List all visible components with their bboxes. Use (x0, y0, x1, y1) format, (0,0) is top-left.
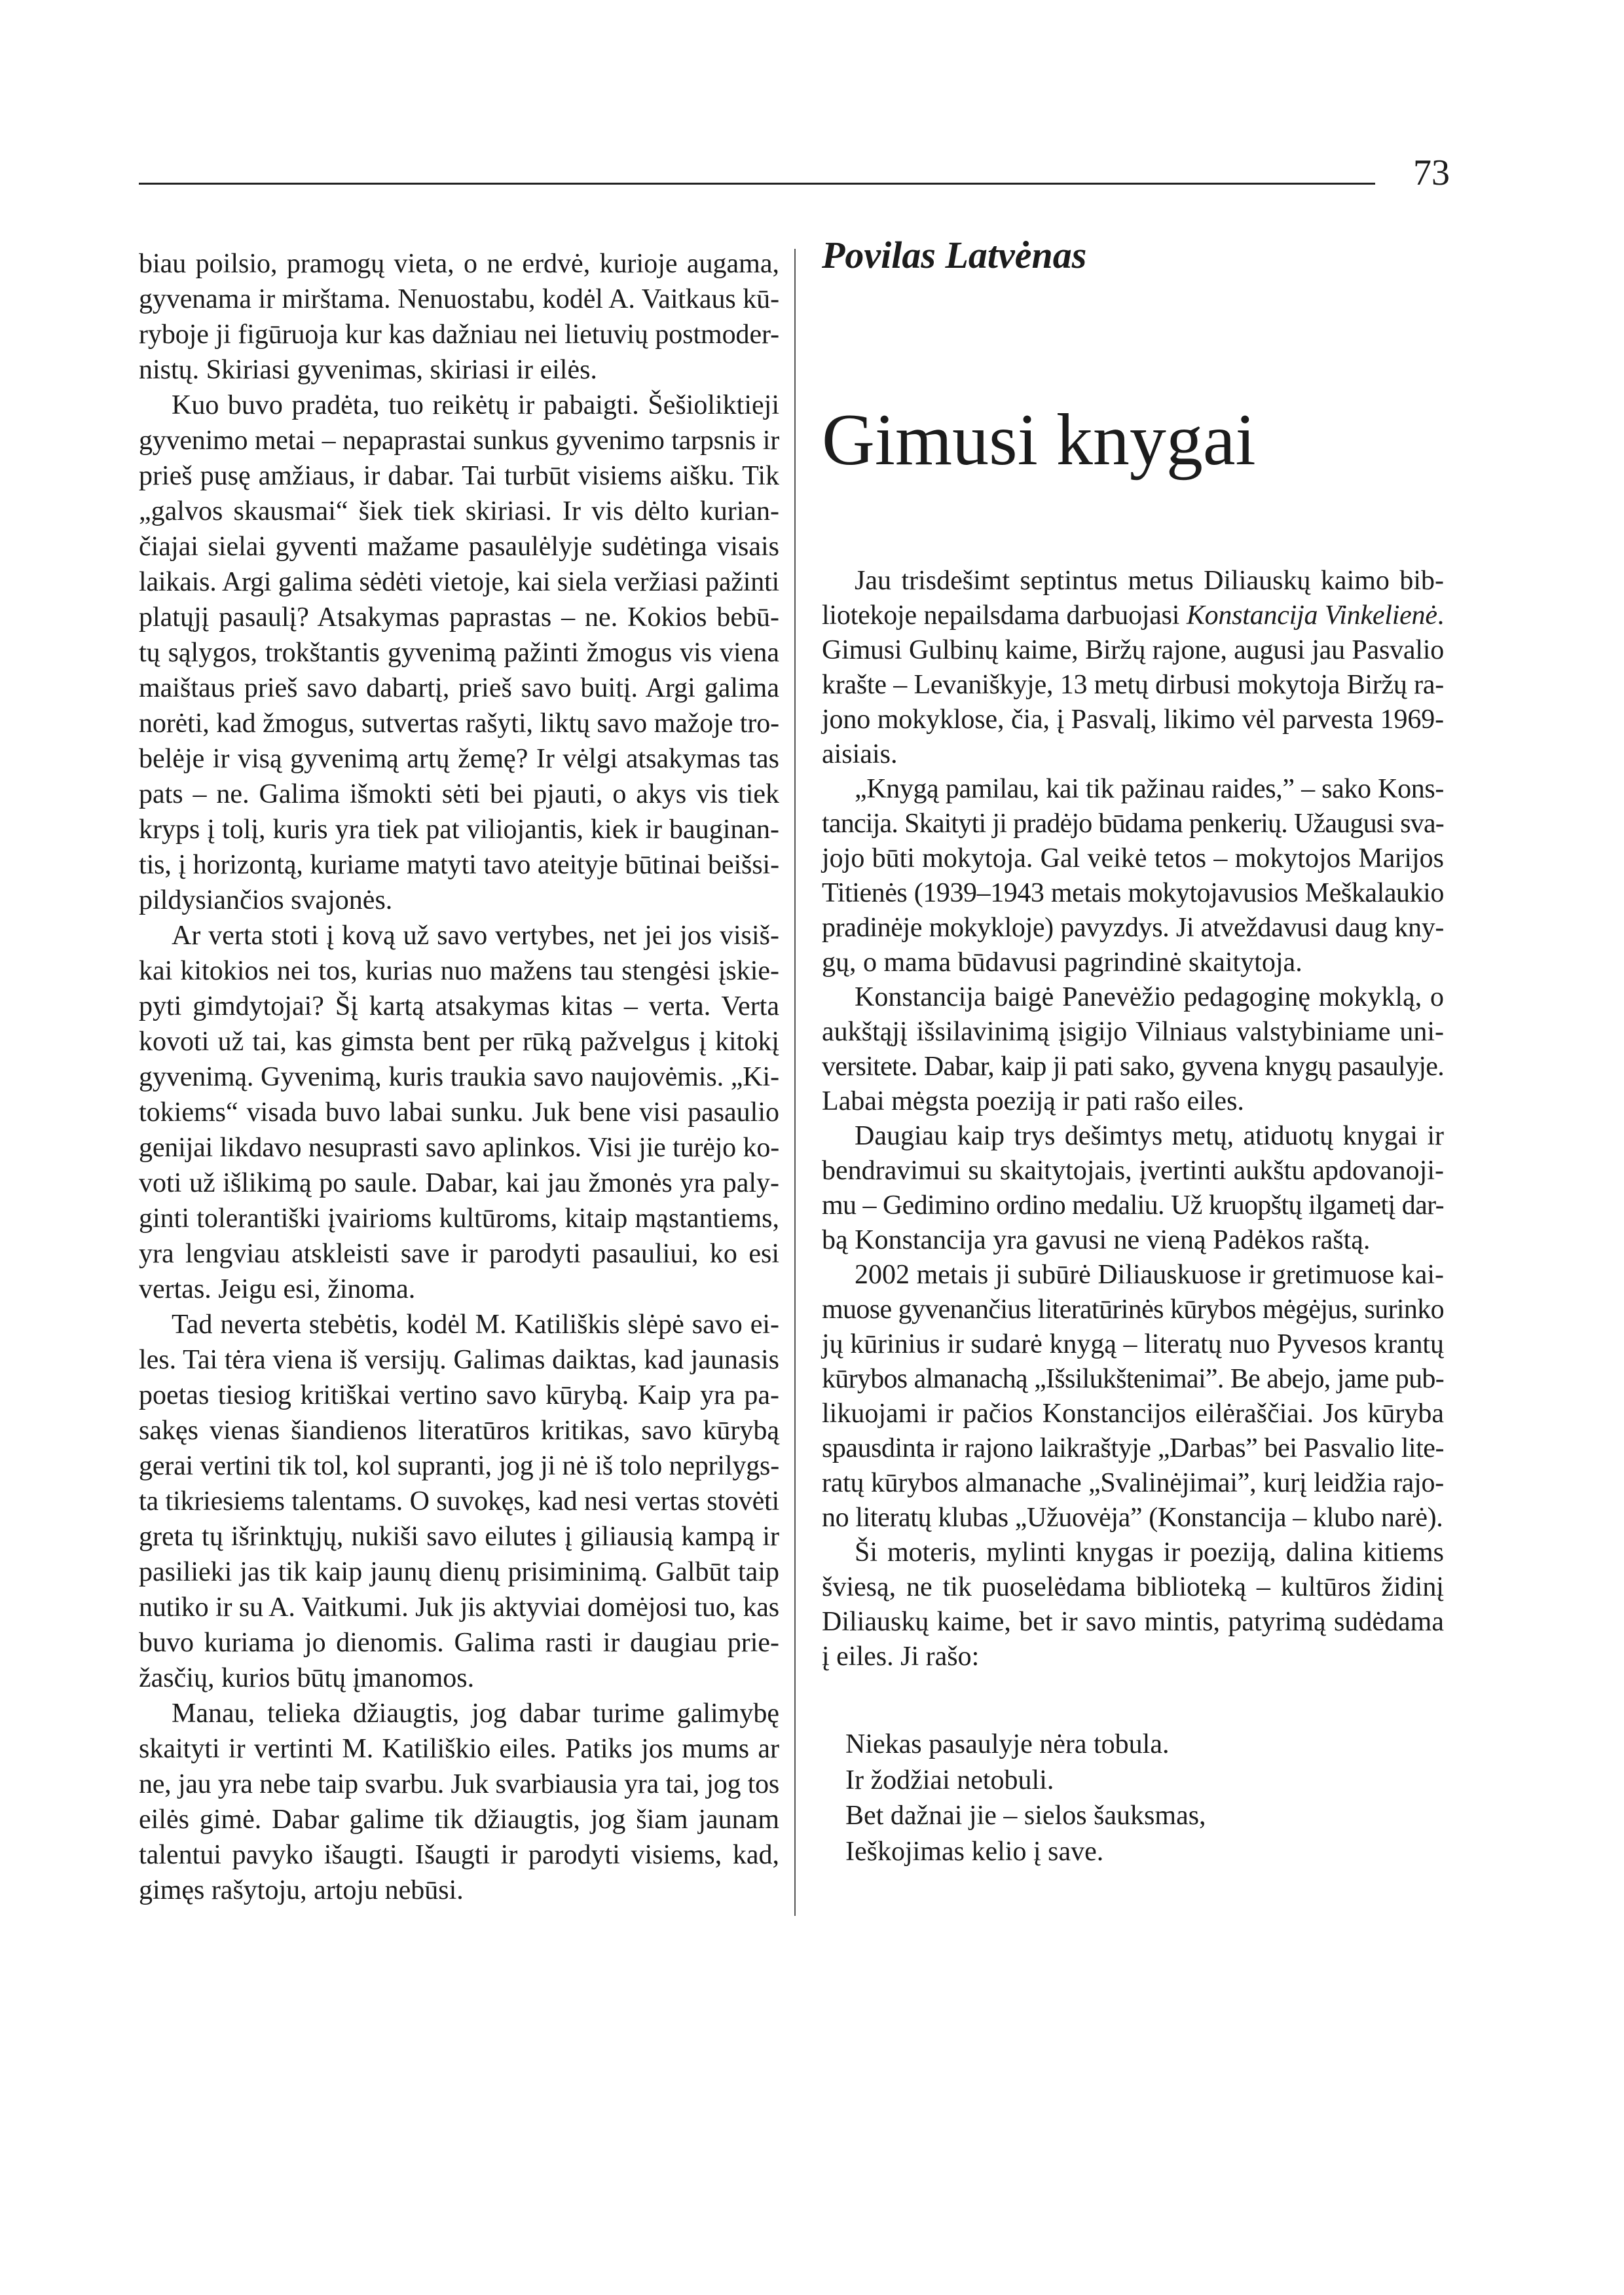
text-line: kai kitokios nei tos, kurias nuo mažens tau stengėsi įskie- (139, 956, 779, 986)
text-line: ratų kūrybos almanache „Svalinėjimai”, kurį leidžia rajo- (822, 1468, 1444, 1498)
paragraph (822, 1258, 1444, 1535)
text-line: Labai mėgsta poeziją ir pati rašo eiles. (822, 1086, 1244, 1116)
text-line: Tad neverta stebėtis, kodėl M. Katiliškis slėpė savo ei- (172, 1310, 779, 1340)
poem-line: Ir žodžiai netobuli. (845, 1765, 1054, 1795)
text-line (822, 598, 1444, 633)
text-line: Ši moteris, mylinti knygas ir poeziją, dalina kitiems (855, 1537, 1444, 1568)
text-line: Manau, telieka džiaugtis, jog dabar turime galimybę (172, 1698, 779, 1729)
text-line: biau poilsio, pramogų vieta, o ne erdvė, kurioje augama, (139, 249, 779, 279)
text-line: kūrybos almanachą „Išsilukštenimai”. Be abejo, jame pub- (822, 1364, 1444, 1394)
article-title: Gimusi knygai (822, 399, 1256, 481)
text-line: laikais. Argi galima sėdėti vietoje, kai siela veržiasi pažinti (139, 567, 779, 597)
text-line: platųjį pasaulį? Atsakymas paprastas – ne. Kokios bebū- (139, 602, 779, 633)
text-line: mu – Gedimino ordino medaliu. Už kruopštų ilgametį dar- (822, 1190, 1444, 1221)
text-segment: . (1437, 600, 1445, 631)
text-line: eilės gimė. Dabar galime tik džiaugtis, jog šiam jaunam (139, 1805, 779, 1835)
text-line: vertas. Jeigu esi, žinoma. (139, 1274, 416, 1304)
text-line: bą Konstancija yra gavusi ne vieną Padėkos raštą. (822, 1225, 1371, 1255)
italic-name: Konstancija Vinkelienė (1186, 600, 1437, 631)
text-line: voti už išlikimą po saule. Dabar, kai jau žmonės yra paly- (139, 1168, 779, 1198)
text-line: tų sąlygos, trokštantis gyvenimą pažinti žmogus vis viena (139, 638, 779, 668)
paragraph (822, 564, 1444, 772)
text-line: prieš pusę amžiaus, ir dabar. Tai turbūt visiems aišku. Tik (139, 461, 779, 491)
text-line: Konstancija baigė Panevėžio pedagoginę mokyklą, o (855, 982, 1444, 1012)
text-segment: liotekoje nepailsdama darbuojasi (822, 600, 1187, 631)
page-number: 73 (1413, 153, 1450, 193)
text-line: aisiais. (822, 739, 898, 769)
poem-line: Niekas pasaulyje nėra tobula. (845, 1729, 1170, 1759)
text-line: ginti tolerantiški įvairioms kultūroms, kitaip mąstantiems, (139, 1203, 779, 1234)
paragraph (822, 1535, 1444, 1674)
text-line: jojo būti mokytoja. Gal veikė tetos – mokytojos Marijos (822, 843, 1444, 873)
poem-line: Bet dažnai jie – sielos šauksmas, (845, 1801, 1206, 1831)
text-line: gimęs rašytoju, artoju nebūsi. (139, 1875, 464, 1905)
text-line: pasilieki jas tik kaip jaunų dienų prisiminimą. Galbūt taip (139, 1557, 779, 1587)
text-line: tancija. Skaityti ji pradėjo būdama penkerių. Užaugusi sva- (822, 809, 1444, 839)
text-line: gyvenama ir mirštama. Nenuostabu, kodėl A. Vaitkaus kū- (139, 284, 779, 314)
text-line: Ar verta stoti į kovą už savo vertybes, net jei jos visiš- (172, 921, 779, 951)
text-line: poetas tiesiog kritiškai vertino savo kūrybą. Kaip yra pa- (139, 1380, 779, 1410)
text-line: čiajai sielai gyventi mažame pasaulėlyje sudėtinga visais (139, 532, 779, 562)
text-line: nutiko ir su A. Vaitkumi. Juk jis aktyviai domėjosi tuo, kas (139, 1592, 779, 1623)
text-line: tis, į horizontą, kuriame matyti tavo ateityje būtinai beišsi- (139, 850, 779, 880)
text-line: ne, jau yra nebe taip svarbu. Juk svarbiausia yra tai, jog tos (139, 1769, 779, 1799)
paragraph (139, 1696, 779, 1908)
text-line: „Knygą pamilau, kai tik pažinau raides,” – sako Kons- (855, 774, 1444, 804)
text-line: Kuo buvo pradėta, tuo reikėtų ir pabaigti. Šešioliktieji (172, 390, 779, 420)
text-line: pradinėje mokykloje) pavyzdys. Ji atveždavusi daug kny- (822, 913, 1444, 943)
text-line: pyti gimdytojai? Šį kartą atsakymas kitas – verta. Verta (139, 991, 779, 1021)
text-line: „galvos skausmai“ šiek tiek skiriasi. Ir vis dėlto kurian- (139, 496, 779, 526)
text-line: likuojami ir pačios Konstancijos eilėraščiai. Jos kūryba (822, 1399, 1444, 1429)
text-line: maištaus prieš savo dabartį, prieš savo buitį. Argi galima (139, 673, 779, 703)
text-line: Titienės (1939–1943 metais mokytojavusios Meškalaukio (822, 878, 1444, 908)
text-line: aukštąjį išsilavinimą įsigijo Vilniaus valstybiniame uni- (822, 1017, 1444, 1047)
text-line: spausdinta ir rajono laikraštyje „Darbas” bei Pasvalio lite- (822, 1433, 1444, 1463)
text-line: kryps į tolį, kuris yra tiek pat viliojantis, kiek ir bauginan- (139, 815, 779, 845)
text-line: kovoti už tai, kas gimsta bent per rūką pažvelgus į kitokį (139, 1027, 779, 1057)
paragraph (822, 1119, 1444, 1258)
article-body (822, 564, 1444, 1674)
text-line: muose gyvenančius literatūrinės kūrybos mėgėjus, surinko (822, 1294, 1444, 1325)
text-line: Daugiau kaip trys dešimtys metų, atiduotų knygai ir (855, 1121, 1444, 1151)
text-line: buvo kuriama jo dienomis. Galima rasti ir daugiau prie- (139, 1628, 779, 1658)
text-line: gyvenimą. Gyvenimą, kuris traukia savo naujovėmis. „Ki- (139, 1062, 779, 1092)
paragraph (139, 388, 779, 918)
text-line: sakęs vienas šiandienos literatūros kritikas, savo kūrybą (139, 1416, 779, 1446)
left-column-text (139, 246, 779, 1908)
text-line: bendravimui su skaitytojais, įvertinti aukštu apdovanoji- (822, 1156, 1444, 1186)
header-rule (139, 183, 1375, 185)
text-line: pats – ne. Galima išmokti sėti bei pjauti, o akys vis tiek (139, 779, 779, 809)
text-line: šviesą, ne tik puoselėdama biblioteką – kultūros židinį (822, 1572, 1444, 1602)
text-line: talentui pavyko išaugti. Išaugti ir parodyti visiems, kad, (139, 1840, 779, 1870)
paragraph (822, 980, 1444, 1119)
text-line: Diliauskų kaime, bet ir savo mintis, patyrimą sudėdama (822, 1607, 1444, 1637)
paragraph (139, 246, 779, 388)
text-line: žasčių, kurios būtų įmanomos. (139, 1663, 475, 1693)
text-line: yra lengviau atskleisti save ir parodyti pasauliui, ko esi (139, 1239, 779, 1269)
text-line: ryboje ji figūruoja kur kas dažniau nei lietuvių postmoder- (139, 320, 779, 350)
poem (845, 1727, 1206, 1869)
text-line: genijai likdavo nesuprasti savo aplinkos. Visi jie turėjo ko- (139, 1133, 779, 1163)
text-line: tokiems“ visada buvo labai sunku. Juk bene visi pasaulio (139, 1097, 779, 1128)
text-line: gerai vertini tik tol, kol supranti, jog ji nė iš tolo neprilygs- (139, 1451, 779, 1481)
text-line: skaityti ir vertinti M. Katiliškio eiles. Patiks jos mums ar (139, 1734, 779, 1764)
text-line: jų kūrinius ir sudarė knygą – literatų nuo Pyvesos krantų (822, 1329, 1444, 1359)
text-line: krašte – Levaniškyje, 13 metų dirbusi mokytoja Biržų ra- (822, 670, 1444, 700)
text-line: gų, o mama būdavusi pagrindinė skaitytoja. (822, 947, 1302, 978)
text-line: jono mokyklose, čia, į Pasvalį, likimo vėl parvesta 1969- (822, 705, 1444, 735)
text-line: Gimusi Gulbinų kaime, Biržų rajone, augusi jau Pasvalio (822, 635, 1444, 665)
paragraph (139, 918, 779, 1307)
text-line: ta tikriesiems talentams. O suvokęs, kad nesi vertas stovėti (139, 1486, 779, 1516)
article-author: Povilas Latvėnas (822, 234, 1087, 276)
paragraph (139, 1307, 779, 1696)
text-line: greta tų išrinktųjų, nukiši savo eilutes į giliausią kampą ir (139, 1522, 779, 1552)
text-line: 2002 metais ji subūrė Diliauskuose ir gretimuose kai- (855, 1260, 1444, 1290)
column-divider (794, 249, 796, 1916)
text-line: les. Tai tėra viena iš versijų. Galimas daiktas, kad jaunasis (139, 1345, 779, 1375)
text-line: belėje ir visą gyvenimą artų žemę? Ir vėlgi atsakymas tas (139, 744, 779, 774)
text-line: Jau trisdešimt septintus metus Diliauskų kaimo bib- (855, 566, 1444, 596)
text-line: norėti, kad žmogus, sutvertas rašyti, liktų savo mažoje tro- (139, 708, 779, 739)
poem-line: Ieškojimas kelio į save. (845, 1836, 1104, 1867)
text-line: versitete. Dabar, kaip ji pati sako, gyvena knygų pasaulyje. (822, 1052, 1444, 1082)
text-line: į eiles. Ji rašo: (822, 1642, 980, 1672)
text-line: gyvenimo metai – nepaprastai sunkus gyvenimo tarpsnis ir (139, 426, 779, 456)
text-line: nistų. Skiriasi gyvenimas, skiriasi ir eilės. (139, 355, 597, 385)
text-line: pildysiančios svajonės. (139, 885, 393, 915)
paragraph (822, 772, 1444, 980)
text-line: no literatų klubas „Užuovėja” (Konstancija – klubo narė). (822, 1503, 1443, 1533)
